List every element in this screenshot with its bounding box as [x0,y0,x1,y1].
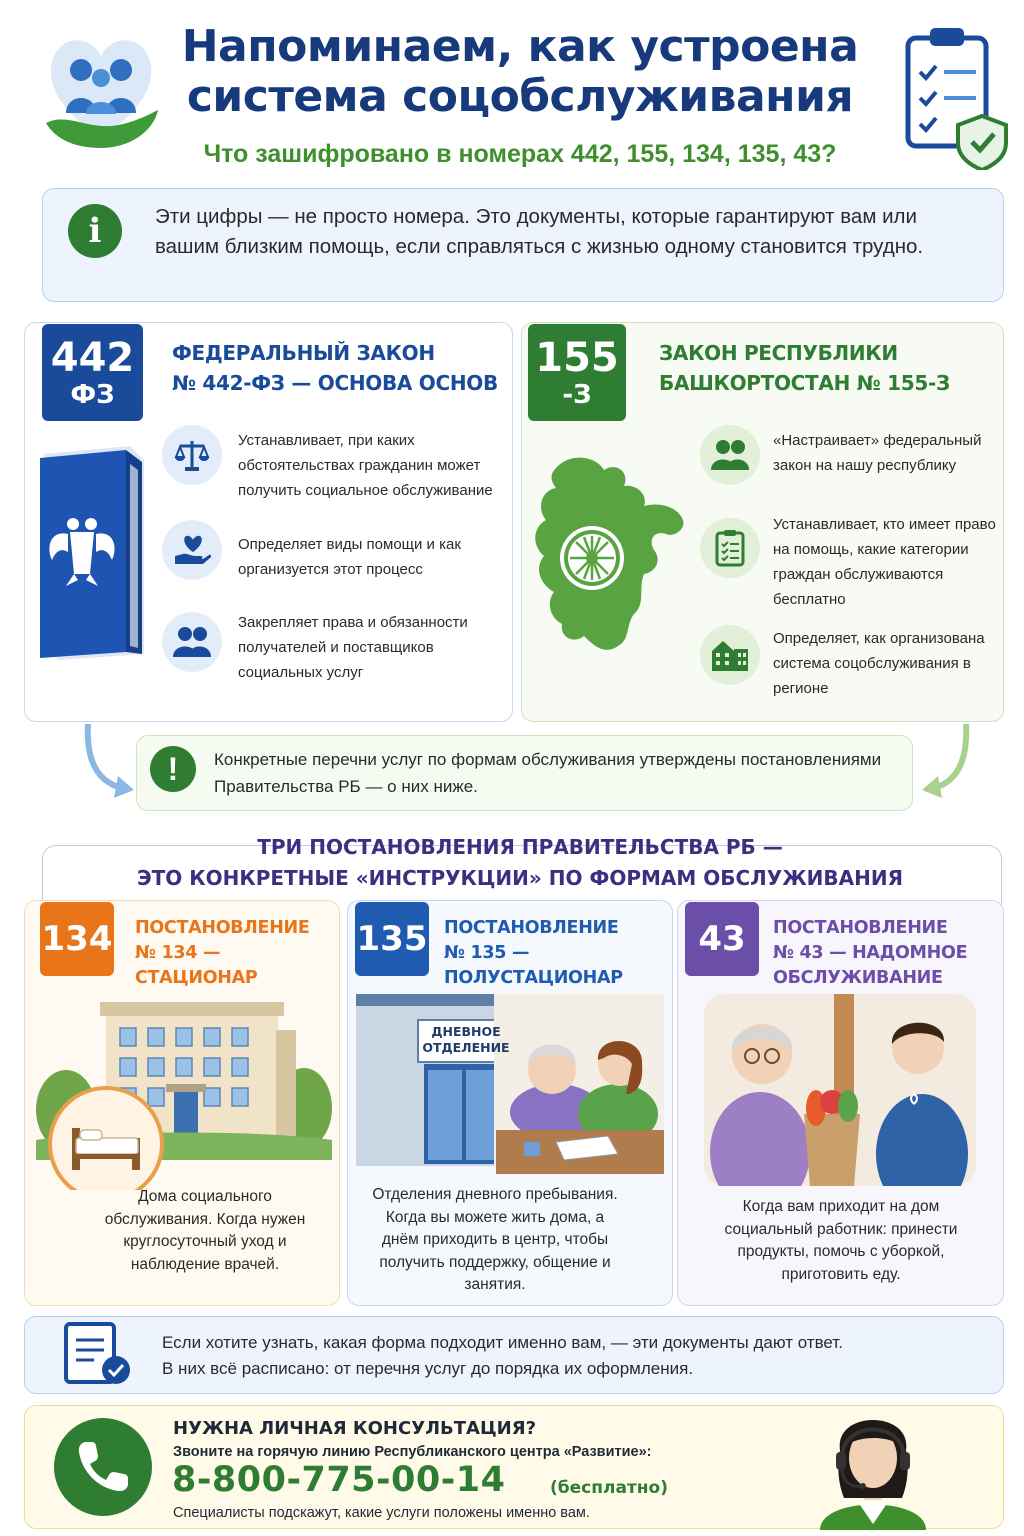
checklist-icon [715,529,745,567]
scales-icon-circle [162,425,222,485]
hotline-note: Специалисты подскажут, какие услуги положены именно вам. [173,1505,590,1521]
resolution-134-badge: 134 [40,902,114,976]
page-title [150,22,890,122]
hotline-heading: НУЖНА ЛИЧНАЯ КОНСУЛЬТАЦИЯ? [173,1418,537,1439]
resolution-134-title-line2: № 134 — СТАЦИОНАР [135,943,258,988]
law-442-item-3: Закрепляет права и обязанности получателей и поставщиков социальных услуг [238,614,468,681]
people-icon-circle [162,612,222,672]
resolution-43-title-line2: № 43 — НАДОМНОЕ [773,943,968,963]
phone-icon [54,1418,152,1516]
resolutions-title [120,832,920,894]
resolution-135-title-line1: ПОСТАНОВЛЕНИЕ [444,918,619,938]
law-155-item-2: Устанавливает, кто имеет право на помощь, какие категории граждан обслуживаются бесплатно [773,516,996,608]
law-155-badge [528,324,626,421]
law-442-badge-number: 442 [50,335,135,381]
hotline-free-label: (бесплатно) [550,1478,668,1498]
arrow-left-icon [78,722,138,802]
law-155-title-line2: БАШКОРТОСТАН № 155-З [659,371,950,395]
resolutions-title-line2: ЭТО КОНКРЕТНЫЕ «ИНСТРУКЦИИ» ПО ФОРМАМ ОБСЛУЖИВАНИЯ [136,866,904,890]
heart-hand-icon-circle [162,520,222,580]
day-center-illustration [356,994,664,1174]
people-icon [172,625,212,659]
bashkortostan-map-icon [526,448,692,662]
people-icon [710,438,750,472]
checklist-icon-circle [700,518,760,578]
law-442-title-line1: ФЕДЕРАЛЬНЫЙ ЗАКОН [172,341,435,365]
resolution-134-title-line1: ПОСТАНОВЛЕНИЕ [135,918,310,938]
day-center-sign [420,1024,512,1056]
law-155-item-1: «Настраивает» федеральный закон на нашу республику [773,432,982,474]
law-155-item-3: Определяет, как организована система соцобслуживания в регионе [773,630,985,697]
page-subtitle: Что зашифровано в номерах 442, 155, 134, 135, 43? [203,140,837,168]
resolution-43-title-line1: ПОСТАНОВЛЕНИЕ [773,918,948,938]
resolution-43-title-line3: ОБСЛУЖИВАНИЕ [773,968,943,988]
exclamation-icon: ! [150,746,196,792]
law-155-badge-number: 155 [535,335,619,381]
intro-text: Эти цифры — не просто номера. Это документы, которые гарантируют вам или вашим близким помощь, если справляться с жизнью одному становится трудно. [155,205,924,258]
people-icon-circle-155 [700,425,760,485]
resolution-135-title [444,916,669,991]
social-care-logo-icon [36,18,166,158]
day-center-sign-text: ДНЕВНОЕ ОТДЕЛЕНИЕ [422,1024,510,1055]
resolution-134-description: Дома социального обслуживания. Когда нужен круглосуточный уход и наблюдение врачей. [104,1188,306,1273]
resolution-43-badge: 43 [685,902,759,976]
hotline-phone-number[interactable]: 8-800-775-00-14 [172,1460,506,1500]
law-442-badge [42,324,143,421]
law-442-title [172,338,502,398]
info-icon: i [68,204,122,258]
resolutions-title-line1: ТРИ ПОСТАНОВЛЕНИЯ ПРАВИТЕЛЬСТВА РБ — [257,835,783,859]
page-title-line1: Напоминаем, как устроена [181,21,859,72]
note-text: Конкретные перечни услуг по формам обслуживания утверждены постановлениями Правительства РБ — о них ниже. [214,750,882,796]
document-check-icon [62,1322,132,1386]
resolution-43-title [773,916,998,991]
buildings-icon [710,637,750,673]
documents-text-line1: Если хотите узнать, какая форма подходит именно вам, — эти документы дают ответ. [162,1333,843,1352]
law-442-item-1: Устанавливает, при каких обстоятельствах гражданин может получить социальное обслуживание [238,432,493,499]
page-title-line2: система соцобслуживания [186,71,854,122]
resolution-135-badge: 135 [355,902,429,976]
law-book-with-coat-of-arms-icon [34,440,152,662]
resolution-135-description: Отделения дневного пребывания. Когда вы можете жить дома, а днём приходить в центр, чтобы получить поддержку, общение и занятия. [372,1186,618,1293]
law-155-title [659,338,999,398]
resolution-43-description: Когда вам приходит на дом социальный работник: принести продукты, помочь с уборкой, приготовить еду. [724,1198,958,1283]
heart-hand-icon [173,532,211,568]
care-home-building-illustration [36,990,332,1190]
law-442-item-2: Определяет виды помощи и как организуется этот процесс [238,536,461,578]
scales-icon [174,437,210,473]
law-442-badge-suffix: ФЗ [70,380,115,410]
buildings-icon-circle [700,625,760,685]
documents-text [162,1330,992,1382]
arrow-right-icon [918,722,978,802]
home-care-worker-illustration [704,994,976,1186]
documents-text-line2: В них всё расписано: от перечня услуг до порядка их оформления. [162,1359,694,1378]
law-155-title-line1: ЗАКОН РЕСПУБЛИКИ [659,341,898,365]
resolution-135-title-line2: № 135 — ПОЛУСТАЦИОНАР [444,943,623,988]
clipboard-shield-icon [900,20,1010,170]
phone-icon-circle[interactable] [54,1418,152,1516]
hotline-subheading: Звоните на горячую линию Республиканского центра «Развитие»: [173,1444,652,1460]
operator-with-headset-avatar [806,1402,940,1530]
resolution-134-title [135,916,335,991]
law-155-badge-suffix: -З [562,380,592,410]
law-442-title-line2: № 442-ФЗ — ОСНОВА ОСНОВ [172,371,498,395]
